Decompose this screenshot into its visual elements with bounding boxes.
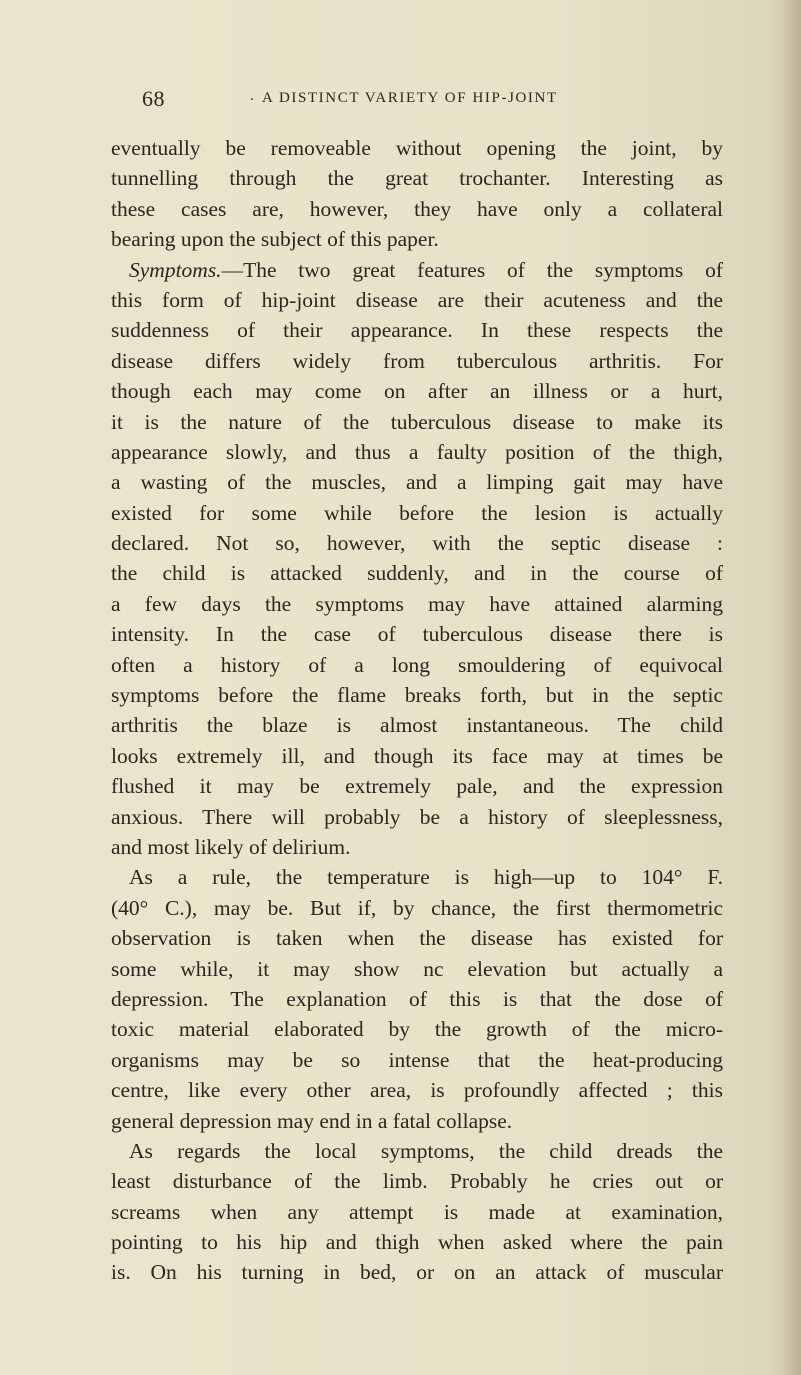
- running-head: [250, 88, 558, 107]
- text-line: [111, 1197, 723, 1227]
- text-line: [111, 407, 723, 437]
- text-line-content: disease differs widely from tuberculous arthritis. For: [111, 348, 723, 373]
- text-line-content: a few days the symptoms may have attained alarming: [111, 591, 723, 616]
- text-line-content: pointing to his hip and thigh when asked where the pain: [111, 1230, 723, 1255]
- text-line: [111, 862, 723, 892]
- text-line: [111, 1075, 723, 1105]
- text-line: [111, 984, 723, 1014]
- text-line-content: often a history of a long smouldering of equivocal: [111, 652, 723, 677]
- text-line-content: intensity. In the case of tuberculous disease there is: [111, 622, 723, 647]
- text-line: [111, 1166, 723, 1196]
- text-line: [111, 832, 723, 862]
- text-line: [111, 528, 723, 558]
- text-line: [111, 498, 723, 528]
- text-line: [111, 194, 723, 224]
- text-line-content: —The two great features of the symptoms of: [221, 257, 723, 282]
- header-dot: .: [250, 88, 256, 104]
- text-line: [111, 255, 723, 285]
- text-line-content: centre, like every other area, is profoundly affected ; this: [111, 1078, 723, 1103]
- text-line: [111, 467, 723, 497]
- text-line: [111, 437, 723, 467]
- text-line: [111, 1045, 723, 1075]
- text-line-content: depression. The explanation of this is that the dose of: [111, 986, 723, 1011]
- text-line-content: flushed it may be extremely pale, and the expression: [111, 774, 723, 799]
- text-line-content: As a rule, the temperature is high—up to 104° F.: [129, 865, 723, 890]
- page-edge-shadow: [781, 0, 801, 1375]
- body-text: [111, 133, 723, 1288]
- running-head-text: A DISTINCT VARIETY OF HIP-JOINT: [262, 90, 558, 106]
- text-line-content: the child is attacked suddenly, and in the course of: [111, 561, 723, 586]
- text-line: [111, 680, 723, 710]
- text-line-content: a wasting of the muscles, and a limping gait may have: [111, 470, 723, 495]
- text-line-content: appearance slowly, and thus a faulty position of the thigh,: [111, 439, 723, 464]
- text-line-content: existed for some while before the lesion is actually: [111, 500, 723, 525]
- text-line: [111, 741, 723, 771]
- text-line-content: declared. Not so, however, with the septic disease :: [111, 531, 723, 556]
- text-line-content: and most likely of delirium.: [111, 834, 351, 859]
- text-line-content: suddenness of their appearance. In these respects the: [111, 318, 723, 343]
- text-line: [111, 710, 723, 740]
- text-line-content: is. On his turning in bed, or on an attack of muscular: [111, 1260, 723, 1285]
- text-line-content: tunnelling through the great trochanter. Interesting as: [111, 166, 723, 191]
- text-line: [111, 1014, 723, 1044]
- text-line: [111, 224, 723, 254]
- text-line: [111, 558, 723, 588]
- page-header: [0, 86, 801, 112]
- text-line: [111, 376, 723, 406]
- text-line-content: these cases are, however, they have only a collateral: [111, 196, 723, 221]
- text-line: [111, 589, 723, 619]
- text-line: [111, 923, 723, 953]
- section-heading-italic: Symptoms.: [129, 257, 222, 282]
- text-line-content: this form of hip-joint disease are their acuteness and the: [111, 287, 723, 312]
- text-line: [111, 954, 723, 984]
- text-line: [111, 650, 723, 680]
- text-line: [111, 619, 723, 649]
- page-number: 68: [142, 86, 165, 111]
- text-line-content: looks extremely ill, and though its face may at times be: [111, 743, 723, 768]
- text-line: [111, 1136, 723, 1166]
- text-line-content: arthritis the blaze is almost instantaneous. The child: [111, 713, 723, 738]
- text-line: [111, 802, 723, 832]
- text-line-content: screams when any attempt is made at examination,: [111, 1199, 723, 1224]
- text-line: [111, 163, 723, 193]
- text-line-content: (40° C.), may be. But if, by chance, the first thermometric: [111, 895, 723, 920]
- text-line-content: organisms may be so intense that the heat-producing: [111, 1047, 723, 1072]
- text-line-content: As regards the local symptoms, the child dreads the: [129, 1138, 723, 1163]
- text-line-content: toxic material elaborated by the growth of the micro-: [111, 1017, 723, 1042]
- text-line: [111, 346, 723, 376]
- text-line-content: symptoms before the flame breaks forth, but in the septic: [111, 683, 723, 708]
- text-line: [111, 771, 723, 801]
- text-line-content: general depression may end in a fatal collapse.: [111, 1108, 513, 1133]
- text-line: [111, 1227, 723, 1257]
- text-line: [111, 133, 723, 163]
- text-line-content: least disturbance of the limb. Probably he cries out or: [111, 1169, 723, 1194]
- text-line-content: some while, it may show nc elevation but actually a: [111, 956, 723, 981]
- text-line-content: eventually be removeable without opening the joint, by: [111, 136, 723, 160]
- text-line-content: anxious. There will probably be a history of sleeplessness,: [111, 804, 723, 829]
- text-line: [111, 1106, 723, 1136]
- text-line: [111, 1257, 723, 1287]
- text-line-content: bearing upon the subject of this paper.: [111, 227, 439, 252]
- text-line: [111, 315, 723, 345]
- text-line-content: observation is taken when the disease has existed for: [111, 926, 723, 951]
- text-line-content: it is the nature of the tuberculous disease to make its: [111, 409, 723, 434]
- text-line: [111, 893, 723, 923]
- text-line: [111, 285, 723, 315]
- text-line-content: though each may come on after an illness or a hurt,: [111, 379, 723, 404]
